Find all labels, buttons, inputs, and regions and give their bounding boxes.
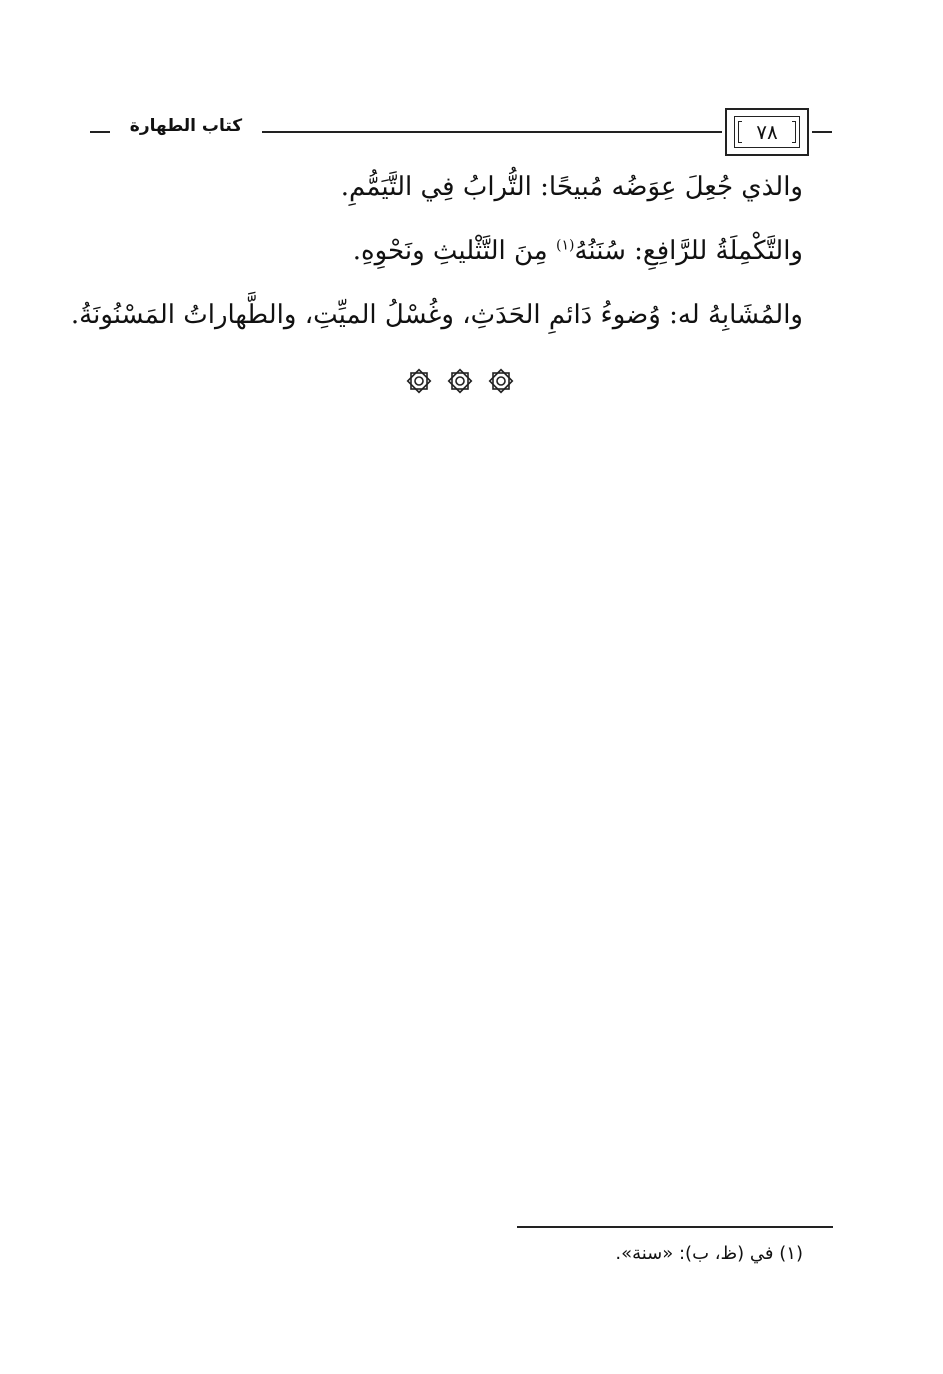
header-rule-right xyxy=(812,131,832,133)
page-number-frame xyxy=(725,108,809,156)
body-line-2 xyxy=(83,236,803,266)
eight-point-star-icon xyxy=(405,367,433,395)
running-header-title: كتاب الطهارة xyxy=(129,116,243,136)
header-rule-middle xyxy=(262,131,722,133)
eight-point-star-icon xyxy=(487,367,515,395)
header-rule-left xyxy=(90,131,110,133)
footnote: (١) في (ظ، ب): «سنة». xyxy=(615,1243,803,1264)
body-line-3: والمُشَابِهُ له: وُضوءُ دَائمِ الحَدَثِ، وغُسْلُ الميِّتِ، والطَّهاراتُ المَسْنُونَةُ. xyxy=(70,300,803,330)
footnote-separator xyxy=(517,1226,833,1228)
eight-point-star-icon xyxy=(446,367,474,395)
footnote-reference: (١) xyxy=(555,237,575,254)
body-line-1: والذي جُعِلَ عِوَضُه مُبيحًا: التُّرابُ فِي التَّيَمُّمِ. xyxy=(340,172,803,202)
body-line-2-end: مِنَ التَّثْليثِ ونَحْوِهِ. xyxy=(352,236,556,266)
section-end-ornament xyxy=(405,367,515,395)
page-number: ٧٨ xyxy=(734,116,800,148)
body-line-2-start: والتَّكْمِلَةُ للرَّافِعِ: سُنَنُهُ xyxy=(574,236,803,266)
